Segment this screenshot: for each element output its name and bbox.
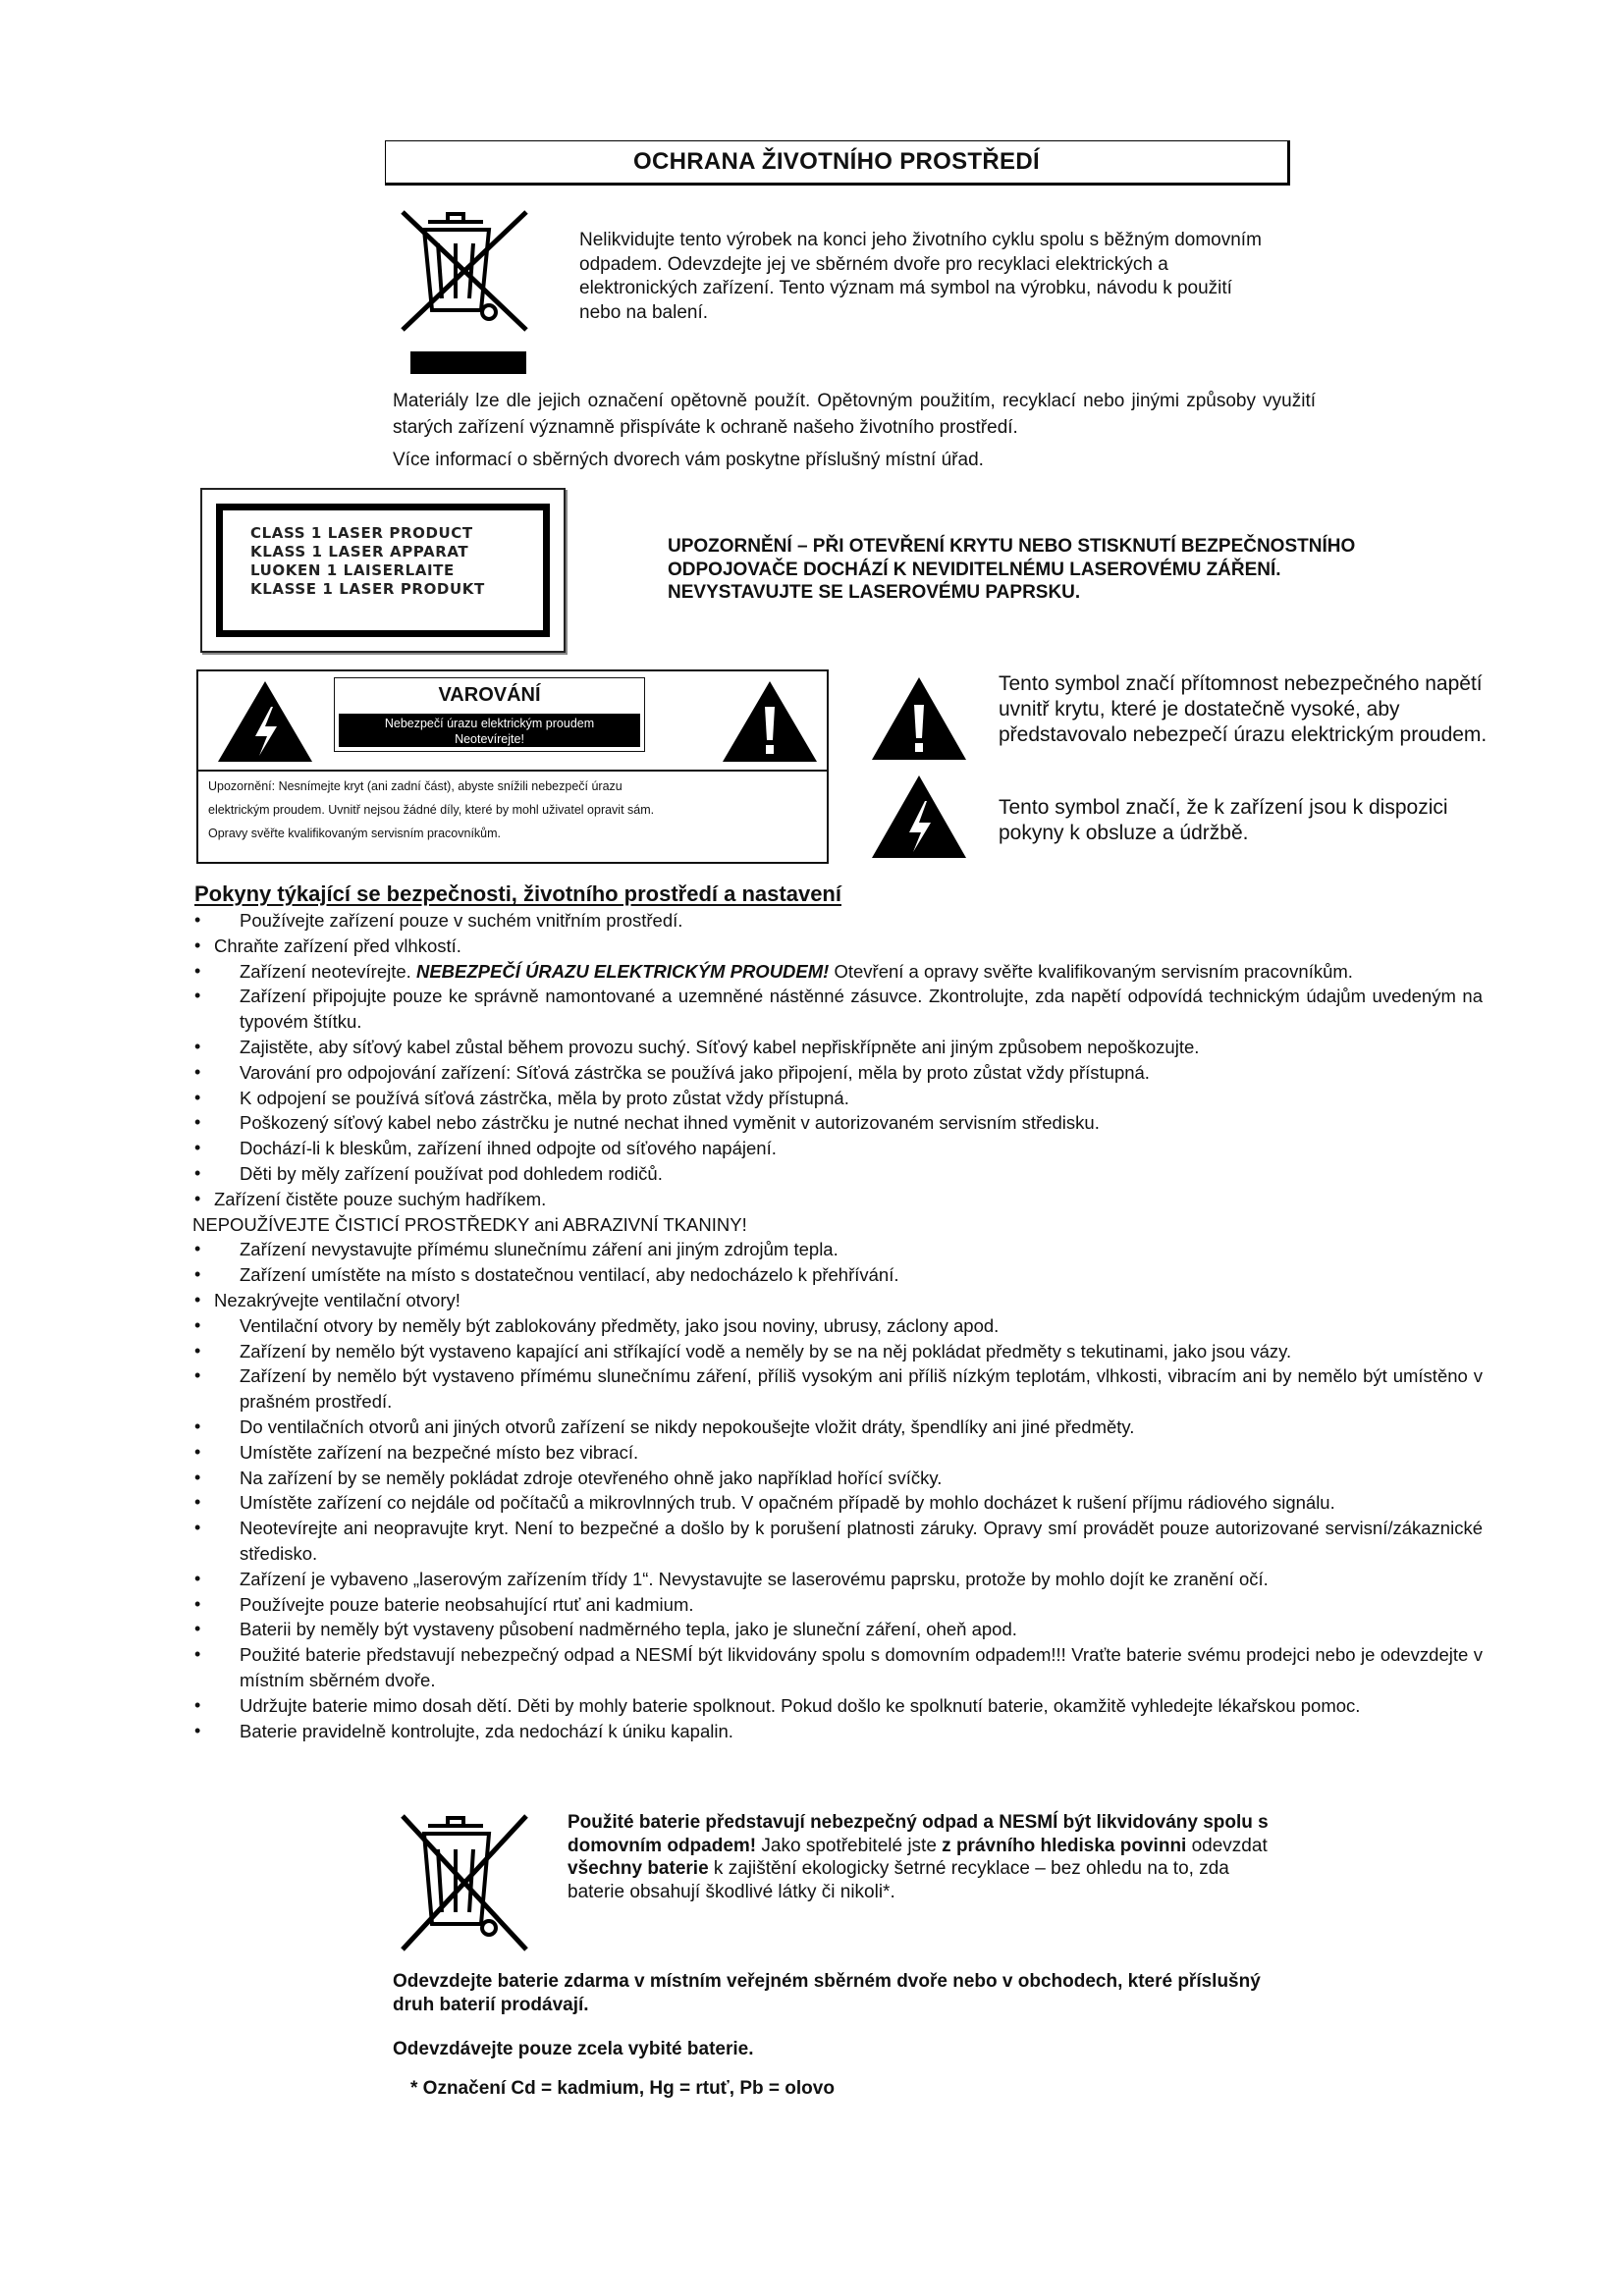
safety-item-text: K odpojení se používá síťová zástrčka, měla by proto zůstat vždy přístupná.	[240, 1087, 849, 1108]
safety-item-text: NEPOUŽÍVEJTE ČISTICÍ PROSTŘEDKY ani ABRAZIVNÍ TKANINY!	[192, 1213, 747, 1235]
safety-list-item	[192, 908, 1483, 934]
safety-list-item	[192, 1187, 1483, 1212]
safety-item-text: Dochází-li k bleskům, zařízení ihned odpojte od síťového napájení.	[240, 1138, 777, 1159]
lightning-warning-triangle-icon	[870, 774, 968, 865]
safety-list-item	[192, 1136, 1483, 1161]
warning-text	[208, 774, 817, 845]
safety-list-item	[192, 1060, 1483, 1086]
laser-label-line: KLASSE 1 LASER PRODUKT	[250, 580, 485, 598]
crossed-out-wheelie-bin-icon	[391, 1806, 538, 1962]
warning-box	[196, 669, 829, 864]
safety-list-item	[192, 1466, 1483, 1491]
battery-bold-text: Použité baterie představují nebezpečný odpad a NESMÍ být likvidovány spolu s domovním odpadem!	[568, 1812, 1269, 1856]
safety-list-item	[192, 1363, 1483, 1415]
battery-text: k zajištění ekologicky šetrné recyklace – bez ohledu na to, zda baterie obsahují škodlivé látky či nikoli*.	[568, 1858, 1229, 1902]
safety-item-text: Baterie pravidelně kontrolujte, zda nedochází k úniku kapalin.	[240, 1720, 733, 1741]
lightning-warning-triangle-icon	[216, 679, 314, 769]
safety-list-item	[192, 1490, 1483, 1516]
safety-list-item	[192, 1110, 1483, 1136]
safety-list-item	[192, 1719, 1483, 1744]
safety-list-item	[192, 1212, 1483, 1238]
laser-label-line: KLASS 1 LASER APPARAT	[250, 543, 469, 561]
safety-list-item	[192, 1440, 1483, 1466]
exclamation-warning-triangle-icon	[721, 679, 819, 769]
safety-item-text: Zařízení nevystavujte přímému slunečnímu záření ani jiným zdrojům tepla.	[240, 1239, 839, 1260]
battery-text: Jako spotřebitelé jste	[756, 1835, 943, 1856]
crossed-out-wheelie-bin-icon	[391, 204, 538, 343]
warning-divider	[198, 770, 827, 772]
safety-list-item	[192, 1288, 1483, 1313]
battery-return-text: Odevzdejte baterie zdarma v místním veřejném sběrném dvoře nebo v obchodech, které příslušný druh baterií prodávají.	[393, 1971, 1261, 2015]
safety-list-item	[192, 1035, 1483, 1060]
safety-item-text: Používejte pouze baterie neobsahující rtuť ani kadmium.	[240, 1593, 694, 1615]
warning-subtitle-line: Neotevírejte!	[455, 732, 524, 746]
safety-item-text: Do ventilačních otvorů ani jiných otvorů zařízení se nikdy nepokoušejte vložit dráty, špendlíky ani jiné předměty.	[240, 1415, 1135, 1437]
safety-item-text: Umístěte zařízení co nejdále od počítačů a mikrovlnných trub. V opačném případě by mohlo docházet k rušení příjmu rádiového signálu.	[240, 1492, 1335, 1514]
safety-item-text: Poškozený síťový kabel nebo zástrčku je nutné nechat ihned vyměnit v autorizovaném servisním středisku.	[240, 1112, 1100, 1134]
warning-subtitle-line: Nebezpečí úrazu elektrickým proudem	[384, 717, 595, 730]
safety-item-text: Děti by měly zařízení používat pod dohledem rodičů.	[240, 1162, 663, 1184]
environment-paragraph-reuse: Materiály lze dle jejich označení opětovně použít. Opětovným použitím, recyklací nebo jinými způsoby využití starých zařízení významně přispíváte k ochraně našeho životního prostředí.	[393, 391, 1316, 438]
laser-label-line: CLASS 1 LASER PRODUCT	[250, 524, 473, 542]
safety-item-text: Používejte zařízení pouze v suchém vnitřním prostředí.	[240, 910, 683, 931]
safety-list-item	[192, 1693, 1483, 1719]
laser-warning-text: UPOZORNĚNÍ – PŘI OTEVŘENÍ KRYTU NEBO STISKNUTÍ BEZPEČNOSTNÍHO ODPOJOVAČE DOCHÁZÍ K NEVIDITELNÉMU LASEROVÉMU ZÁŘENÍ. NEVYSTAVUJTE SE LASEROVÉMU PAPRSKU.	[668, 536, 1356, 603]
symbol-description-voltage: Tento symbol značí přítomnost nebezpečného napětí uvnitř krytu, které je dostatečně vysoké, aby představovalo nebezpečí úrazu elektrickým proudem.	[999, 672, 1488, 746]
exclamation-warning-triangle-icon	[870, 675, 968, 767]
environment-paragraph-disposal: Nelikvidujte tento výrobek na konci jeho životního cyklu spolu s běžným domovním odpadem. Odevzdejte jej ve sběrném dvoře pro recyklaci elektrických a elektronických zařízení. Tento význam má symbol na výrobku, návodu k použití nebo na balení.	[579, 230, 1262, 323]
safety-item-text: Zařízení umístěte na místo s dostatečnou ventilací, aby nedocházelo k přehřívání.	[240, 1264, 899, 1286]
warning-text-line: Opravy svěřte kvalifikovaným servisním pracovníkům.	[208, 827, 502, 840]
safety-item-text: Zařízení neotevírejte.	[240, 960, 416, 982]
warning-text-line: elektrickým proudem. Uvnitř nejsou žádné díly, které by mohl uživatel opravit sám.	[208, 803, 655, 817]
battery-text: odevzdat	[1186, 1835, 1268, 1856]
battery-bold-text: všechny baterie	[568, 1858, 709, 1879]
safety-list-item	[192, 1237, 1483, 1262]
safety-item-text: Zařízení čistěte pouze suchým hadříkem.	[214, 1188, 547, 1209]
safety-list-item	[192, 984, 1483, 1035]
safety-list-item	[192, 1642, 1483, 1693]
safety-list-item	[192, 1516, 1483, 1567]
safety-list	[192, 908, 1483, 1743]
safety-list-item	[192, 1415, 1483, 1440]
environment-title: OCHRANA ŽIVOTNÍHO PROSTŘEDÍ	[633, 148, 1040, 175]
safety-list-item	[192, 1592, 1483, 1618]
safety-item-text: Umístěte zařízení na bezpečné místo bez vibrací.	[240, 1441, 639, 1463]
safety-item-text: Neotevírejte ani neopravujte kryt. Není to bezpečné a došlo by k porušení platnosti záruky. Opravy smí provádět pouze autorizované servisní/zákaznické středisko.	[240, 1518, 1483, 1564]
warning-subtitle-panel	[339, 714, 640, 747]
safety-item-text: Ventilační otvory by neměly být zablokovány předměty, jako jsou noviny, ubrusy, záclony apod.	[240, 1314, 1000, 1336]
safety-item-text: Chraňte zařízení před vlhkostí.	[214, 934, 461, 956]
safety-list-item	[192, 959, 1483, 985]
safety-item-text: Zařízení by nemělo být vystaveno přímému slunečnímu záření, příliš vysokým ani příliš nízkým teplotám, vlhkosti, vibracím ani by nemělo být umístěno v prašném prostředí.	[240, 1365, 1483, 1413]
safety-item-text: Zajistěte, aby síťový kabel zůstal během provozu suchý. Síťový kabel nepřiskřípněte ani jiným způsobem nepoškozujte.	[240, 1036, 1200, 1057]
safety-list-item	[192, 1161, 1483, 1187]
safety-item-emphasis: NEBEZPEČÍ ÚRAZU ELEKTRICKÝM PROUDEM!	[415, 960, 830, 982]
safety-item-text: Zařízení je vybaveno „laserovým zařízením třídy 1“. Nevystavujte se laserovému paprsku, protože by mohlo dojít ke zranění očí.	[240, 1568, 1269, 1589]
black-bar	[410, 351, 526, 374]
safety-item-text: Varování pro odpojování zařízení: Síťová zástrčka se používá jako připojení, měla by proto zůstat vždy přístupná.	[240, 1061, 1150, 1083]
safety-item-text: Nezakrývejte ventilační otvory!	[214, 1289, 460, 1310]
laser-class-label	[200, 488, 566, 653]
safety-item-text: Otevření a opravy svěřte kvalifikovaným servisním pracovníkům.	[829, 960, 1353, 982]
safety-list-item	[192, 1339, 1483, 1364]
safety-list-item	[192, 934, 1483, 959]
symbol-description-instructions: Tento symbol značí, že k zařízení jsou k dispozici pokyny k obsluze a údržbě.	[999, 796, 1448, 844]
safety-item-text: Na zařízení by se neměly pokládat zdroje otevřeného ohně jako například hořící svíčky.	[240, 1467, 943, 1488]
warning-title-box	[334, 677, 645, 752]
safety-list-item	[192, 1617, 1483, 1642]
warning-text-line: Upozornění: Nesnímejte kryt (ani zadní část), abyste snížili nebezpečí úrazu	[208, 779, 623, 793]
safety-list-item	[192, 1262, 1483, 1288]
safety-item-text: Zařízení by nemělo být vystaveno kapající ani stříkající vodě a neměly by se na něj pokládat předměty s tekutinami, jako jsou vázy.	[240, 1340, 1292, 1362]
safety-list-item	[192, 1567, 1483, 1592]
environment-paragraph-info: Více informací o sběrných dvorech vám poskytne příslušný místní úřad.	[393, 450, 984, 470]
safety-item-text: Udržujte baterie mimo dosah dětí. Děti by mohly baterie spolknout. Pokud došlo ke spolknutí baterie, okamžitě vyhledejte lékařskou pomoc.	[240, 1694, 1361, 1716]
environment-title-box	[385, 140, 1290, 186]
laser-label-line: LUOKEN 1 LAISERLAITE	[250, 561, 455, 579]
safety-item-text: Zařízení připojujte pouze ke správně namontované a uzemněné nástěnné zásuvce. Zkontrolujte, zda napětí odpovídá technickým údajům uvedeným na typovém štítku.	[240, 986, 1483, 1033]
safety-item-text: Baterii by neměly být vystaveny působení nadměrného tepla, jako je sluneční záření, oheň apod.	[240, 1619, 1017, 1640]
battery-only-empty-text: Odevzdávejte pouze zcela vybité baterie.	[393, 2039, 754, 2059]
battery-disposal-paragraph	[568, 1811, 1284, 1903]
battery-bold-text: z právního hlediska povinni	[942, 1835, 1187, 1856]
safety-item-text: Použité baterie představují nebezpečný odpad a NESMÍ být likvidovány spolu s domovním odpadem!!! Vraťte baterie svému prodejci nebo je odevzdejte v místním sběrném dvoře.	[240, 1644, 1483, 1690]
safety-list-item	[192, 1086, 1483, 1111]
safety-heading: Pokyny týkající se bezpečnosti, životního prostředí a nastavení	[194, 881, 841, 906]
battery-footnote: * Označení Cd = kadmium, Hg = rtuť, Pb = olovo	[410, 2078, 835, 2099]
warning-title: VAROVÁNÍ	[438, 683, 541, 706]
safety-list-item	[192, 1313, 1483, 1339]
